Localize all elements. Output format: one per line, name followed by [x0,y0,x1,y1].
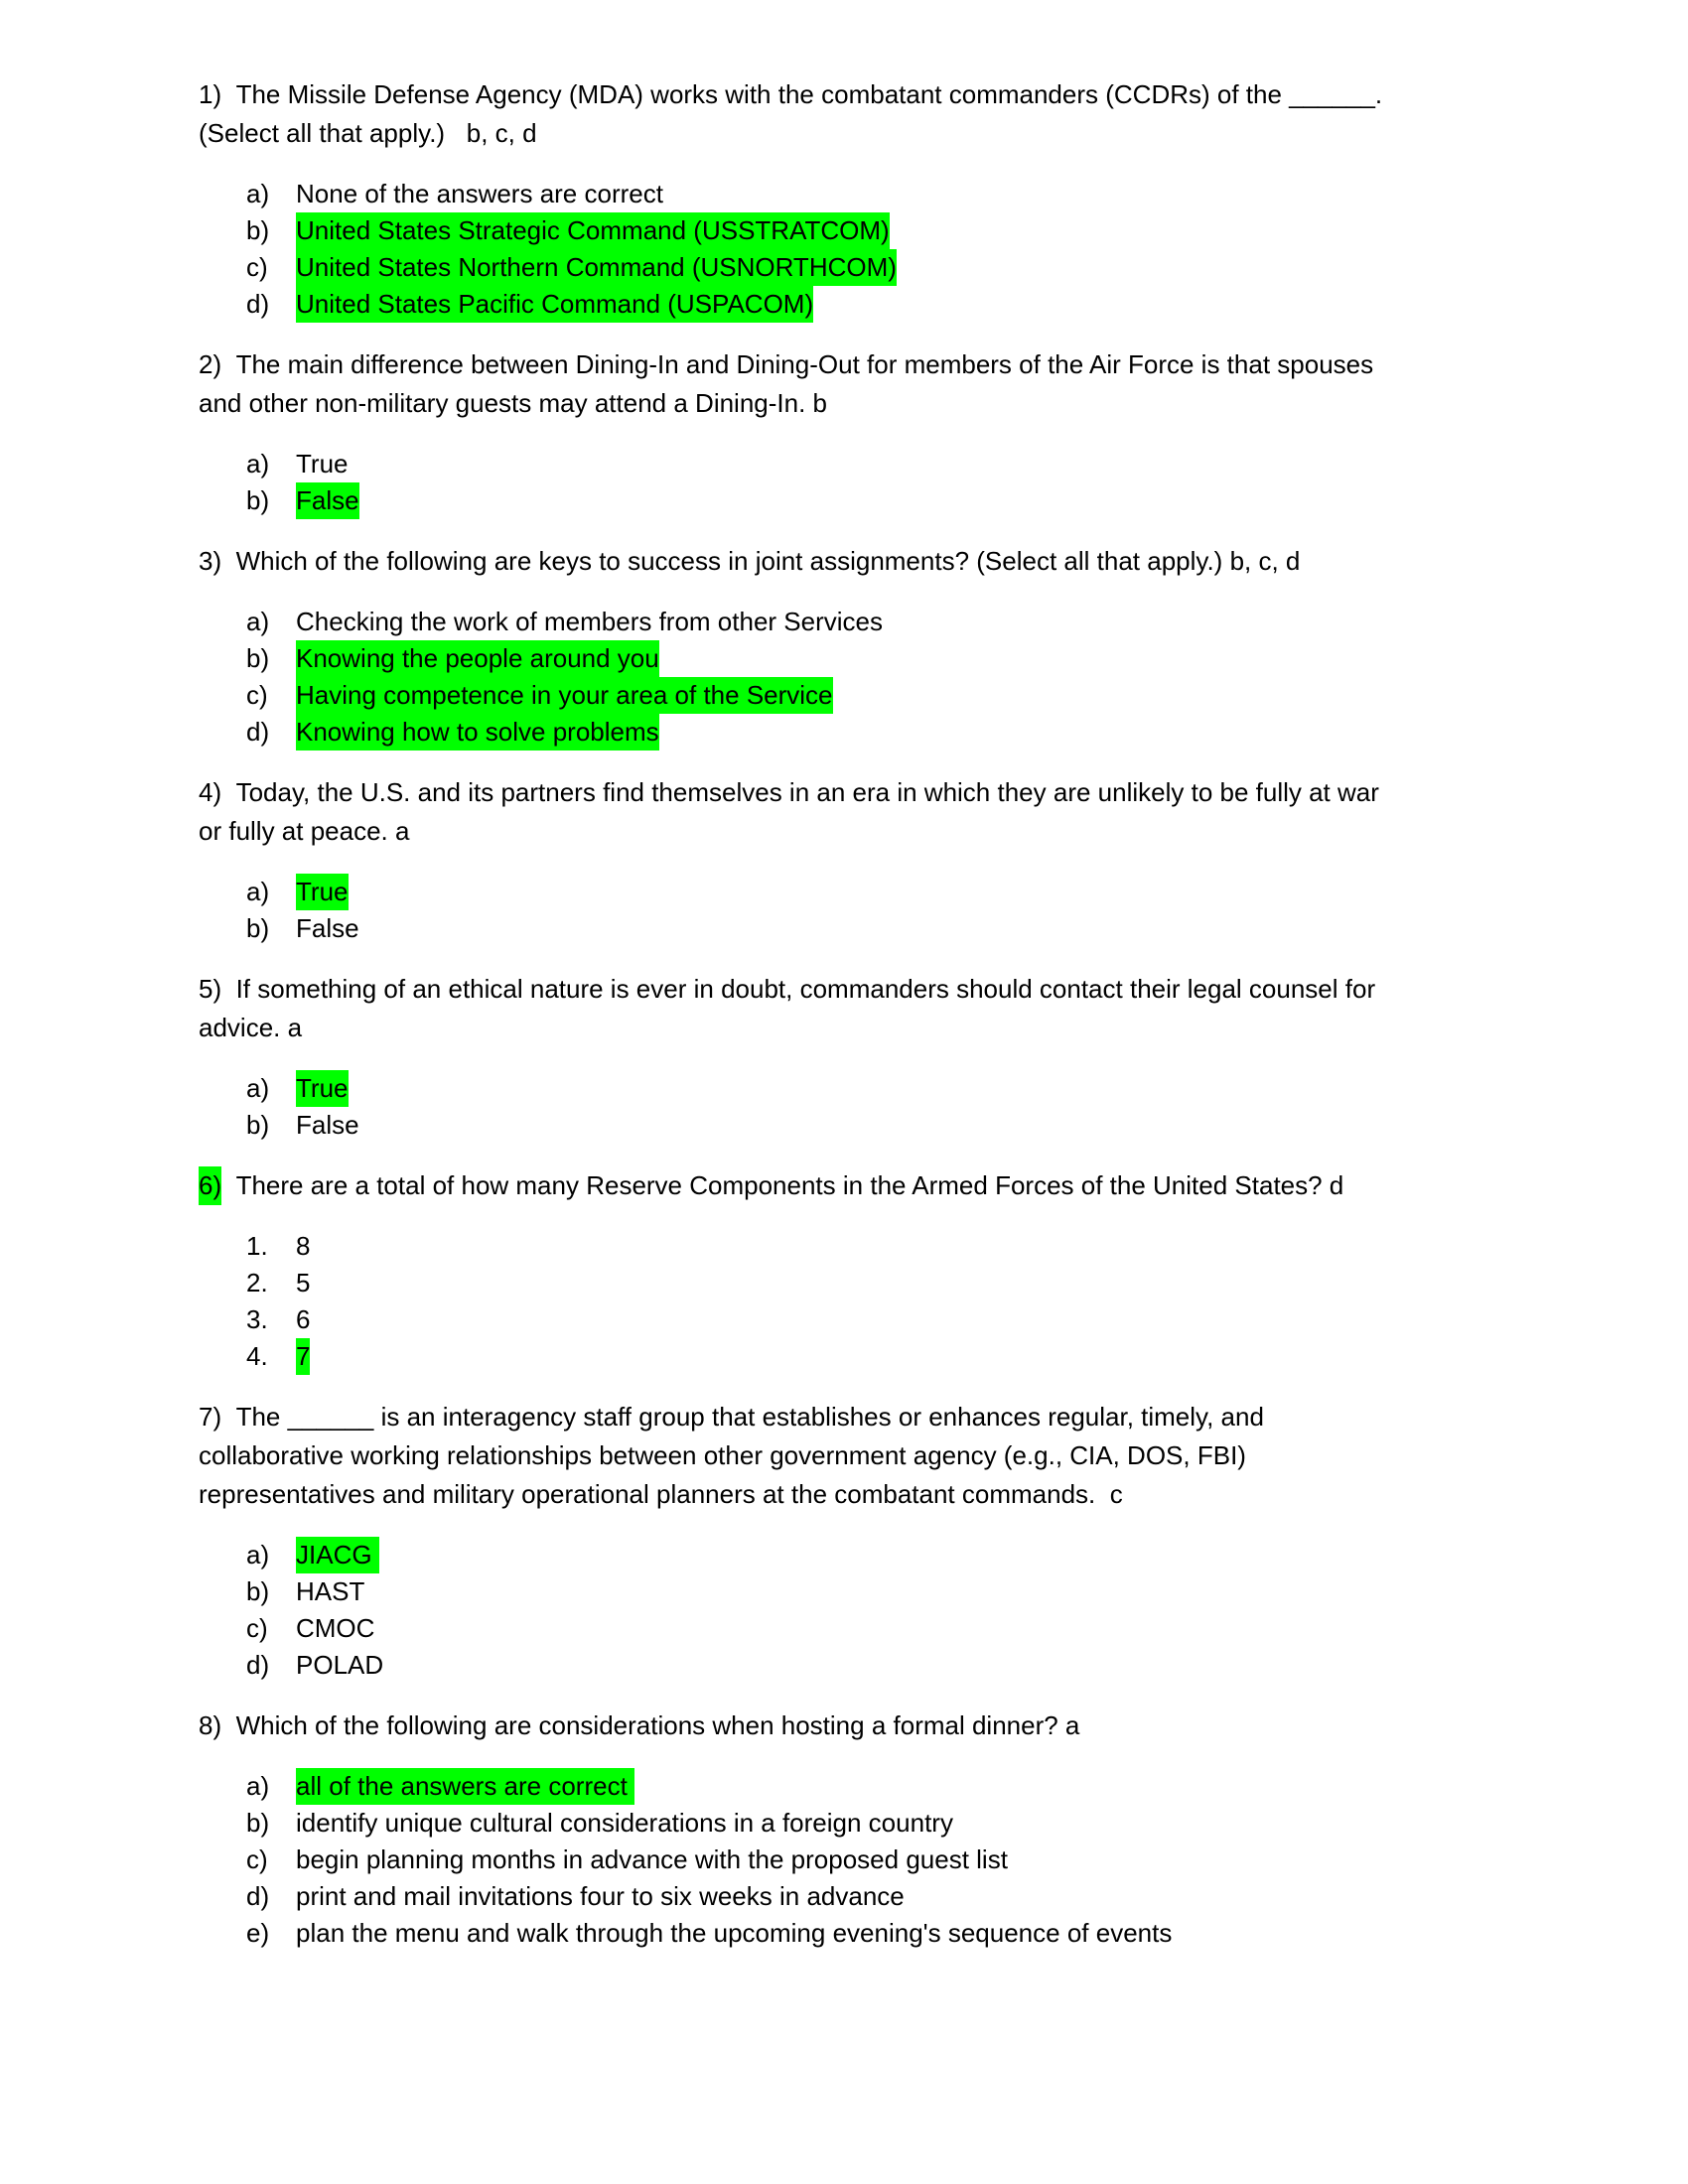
answer-option [199,1768,1489,1805]
question-block [199,75,1489,323]
option-text: False [296,1110,359,1140]
question-text [199,1166,1489,1205]
answer-options-list [199,1768,1489,1952]
option-text: CMOC [296,1613,375,1643]
option-text: 6 [296,1304,311,1334]
answer-options-list [199,1537,1489,1684]
question-number: 3) [199,546,222,576]
option-text: HAST [296,1576,365,1606]
option-label: d) [246,717,270,747]
option-label: c) [246,1844,268,1874]
option-text-highlighted: Knowing how to solve problems [296,714,659,751]
option-label: 4. [246,1341,268,1371]
answer-option [199,677,1489,714]
answer-option [199,714,1489,751]
question-text [199,542,1489,581]
option-text: identify unique cultural considerations in a foreign country [296,1808,953,1838]
option-label: b) [246,643,270,673]
question-line-text: If something of an ethical nature is ever in doubt, commanders should contact their legal counsel for [235,974,1376,1004]
option-text: False [296,913,359,943]
answer-option [199,446,1489,482]
option-text-highlighted: Knowing the people around you [296,640,659,677]
option-text-highlighted: Having competence in your area of the Service [296,677,833,714]
option-label: 3. [246,1304,268,1334]
answer-options-list [199,176,1489,323]
answer-option [199,1647,1489,1684]
option-label: b) [246,1110,270,1140]
question-line-text: representatives and military operational planners at the combatant commands. c [199,1479,1123,1509]
question-line-text: Which of the following are considerations when hosting a formal dinner? a [235,1710,1080,1740]
option-text-highlighted: United States Pacific Command (USPACOM) [296,286,813,323]
answer-option [199,1610,1489,1647]
answer-option [199,1537,1489,1573]
question-line-text: and other non-military guests may attend a Dining-In. b [199,388,828,418]
answer-option [199,604,1489,640]
option-text-highlighted: all of the answers are correct [296,1768,634,1805]
answer-option [199,482,1489,519]
answer-option [199,249,1489,286]
option-text-highlighted: United States Northern Command (USNORTHCOM) [296,249,897,286]
answer-options-list [199,1070,1489,1144]
question-number: 8) [199,1710,222,1740]
option-text: POLAD [296,1650,384,1680]
question-block [199,970,1489,1144]
option-label: 1. [246,1231,268,1261]
question-line [199,970,1489,1009]
option-text: plan the menu and walk through the upcoming evening's sequence of events [296,1918,1173,1948]
question-block [199,1706,1489,1952]
answer-option [199,874,1489,910]
question-block [199,1166,1489,1375]
option-label: b) [246,215,270,245]
question-number: 4) [199,777,222,807]
question-text [199,75,1489,153]
option-label: a) [246,1073,270,1103]
answer-option [199,1915,1489,1952]
question-number: 1) [199,79,222,109]
question-number: 6) [199,1166,221,1205]
number-spacer [221,974,235,1004]
question-line [199,542,1489,581]
option-text-highlighted: United States Strategic Command (USSTRATCOM) [296,212,890,249]
question-number: 7) [199,1402,222,1432]
question-text [199,1706,1489,1745]
answer-options-list [199,874,1489,947]
question-block [199,773,1489,947]
question-number: 2) [199,349,222,379]
question-number: 5) [199,974,222,1004]
option-text-highlighted: True [296,1070,349,1107]
question-line-text: or fully at peace. a [199,816,410,846]
option-label: b) [246,1808,270,1838]
answer-option [199,1107,1489,1144]
option-text-highlighted: False [296,482,359,519]
question-line-text: There are a total of how many Reserve Components in the Armed Forces of the United States? d [235,1170,1344,1200]
option-label: a) [246,1540,270,1570]
question-line [199,1166,1489,1205]
option-text-highlighted: True [296,874,349,910]
question-line-text: The ______ is an interagency staff group that establishes or enhances regular, timely, and [235,1402,1264,1432]
option-label: b) [246,485,270,515]
option-text: True [296,449,349,478]
question-line [199,1398,1489,1436]
answer-option [199,910,1489,947]
option-text: 5 [296,1268,311,1297]
question-line-text: advice. a [199,1013,303,1042]
question-line-text: Which of the following are keys to success in joint assignments? (Select all that apply.) b, c, d [235,546,1301,576]
question-line-text: Today, the U.S. and its partners find themselves in an era in which they are unlikely to be fully at war [235,777,1379,807]
number-spacer [221,1170,235,1200]
option-label: c) [246,1613,268,1643]
answer-options-list [199,1228,1489,1375]
option-label: a) [246,449,270,478]
question-line-text: collaborative working relationships between other government agency (e.g., CIA, DOS, FBI) [199,1440,1246,1470]
answer-option [199,1070,1489,1107]
number-spacer [221,1402,235,1432]
answer-option [199,212,1489,249]
option-label: a) [246,877,270,906]
answer-options-list [199,604,1489,751]
option-text: None of the answers are correct [296,179,663,208]
answer-option [199,1878,1489,1915]
answer-option [199,1338,1489,1375]
option-label: c) [246,680,268,710]
question-line [199,773,1489,812]
question-text [199,345,1489,423]
question-line-text: The main difference between Dining-In and Dining-Out for members of the Air Force is that spouses [235,349,1374,379]
option-text: print and mail invitations four to six weeks in advance [296,1881,905,1911]
question-line-text: (Select all that apply.) b, c, d [199,118,537,148]
option-text: 8 [296,1231,311,1261]
question-line [199,75,1489,114]
question-text [199,970,1489,1047]
option-label: d) [246,1650,270,1680]
question-block [199,542,1489,751]
option-text-highlighted: 7 [296,1338,310,1375]
option-label: 2. [246,1268,268,1297]
option-label: a) [246,607,270,636]
number-spacer [221,79,235,109]
answer-option [199,1573,1489,1610]
question-line-text: The Missile Defense Agency (MDA) works with the combatant commanders (CCDRs) of the ______. [235,79,1383,109]
answer-option [199,1265,1489,1301]
answer-option [199,1805,1489,1842]
option-label: d) [246,1881,270,1911]
answer-option [199,1228,1489,1265]
option-label: a) [246,179,270,208]
number-spacer [221,349,235,379]
question-block [199,1398,1489,1684]
question-line [199,384,1489,423]
answer-option [199,1301,1489,1338]
option-label: c) [246,252,268,282]
question-line [199,1436,1489,1475]
number-spacer [221,1710,235,1740]
answer-options-list [199,446,1489,519]
option-label: d) [246,289,270,319]
document-page [199,75,1489,1975]
question-line [199,1009,1489,1047]
number-spacer [221,546,235,576]
option-label: a) [246,1771,270,1801]
question-line [199,345,1489,384]
number-spacer [221,777,235,807]
answer-option [199,286,1489,323]
question-text [199,1398,1489,1514]
answer-option [199,640,1489,677]
answer-option [199,176,1489,212]
option-text-highlighted: JIACG [296,1537,379,1573]
question-line [199,1475,1489,1514]
option-label: b) [246,913,270,943]
option-label: e) [246,1918,270,1948]
question-line [199,114,1489,153]
option-text: Checking the work of members from other Services [296,607,883,636]
option-label: b) [246,1576,270,1606]
answer-option [199,1842,1489,1878]
question-line [199,812,1489,851]
option-text: begin planning months in advance with the proposed guest list [296,1844,1008,1874]
question-block [199,345,1489,519]
question-line [199,1706,1489,1745]
question-text [199,773,1489,851]
